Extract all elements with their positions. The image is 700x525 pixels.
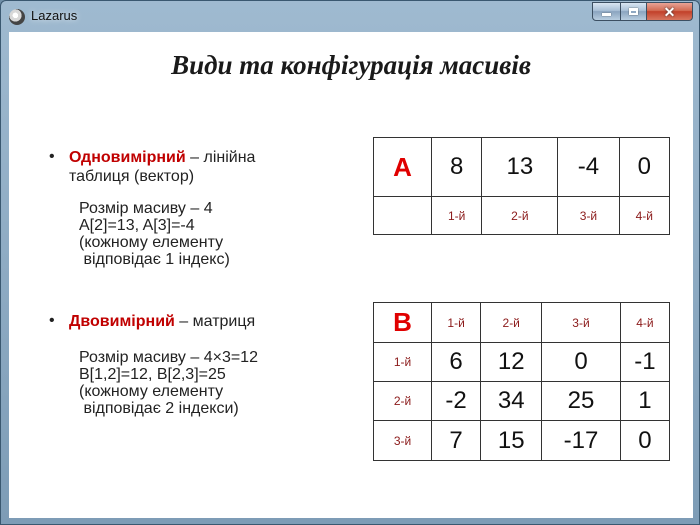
window-title: Lazarus [31,8,78,23]
array-b-cell-3-1: 7 [432,421,481,461]
array-b-row-label-3: 3-й [374,421,432,461]
array-a-value-2: 13 [482,138,558,197]
bullet-dot-icon: • [49,148,55,165]
array-a-index-3: 3-й [558,197,619,235]
title-bar[interactable] [1,1,699,32]
array-a-index-1: 1-й [432,197,482,235]
one-dim-detail-4: відповідає 1 індекс) [79,251,230,268]
array-b-cell-3-3: -17 [542,421,621,461]
one-dim-detail-1: Розмір масиву – 4 [79,200,213,217]
array-b-cell-2-2: 34 [481,382,542,421]
array-a-value-3: -4 [558,138,619,197]
array-b-cell-1-1: 6 [432,343,481,382]
array-a-value-1: 8 [432,138,482,197]
array-b-cell-2-3: 25 [542,382,621,421]
one-dim-detail-2: A[2]=13, A[3]=-4 [79,217,195,234]
array-b-name: B [374,303,432,343]
array-b-table [373,302,670,461]
array-a-value-4: 0 [619,138,669,197]
array-b-cell-3-2: 15 [481,421,542,461]
two-dim-rest: – матриця [174,313,256,330]
lazarus-paw-icon[interactable] [9,9,25,25]
array-b-cell-2-1: -2 [432,382,481,421]
array-b-cell-2-4: 1 [620,382,669,421]
term-two-dim: Двовимірний [69,313,175,330]
bullet-two-dim [49,312,256,331]
array-a-name: A [374,138,432,197]
maximize-button[interactable] [621,2,647,21]
two-dim-detail-4: відповідає 2 індекси) [79,400,239,417]
two-dim-detail-2: B[1,2]=12, B[2,3]=25 [79,366,226,383]
array-b-cell-1-4: -1 [620,343,669,382]
one-dim-details [79,200,230,268]
two-dim-detail-3: (кожному елементу [79,383,224,400]
one-dim-rest: – лінійна [185,149,256,166]
two-dim-details [79,349,258,417]
array-b-col-header-4: 4-й [620,303,669,343]
array-b-col-header-1: 1-й [432,303,481,343]
maximize-icon [629,8,638,15]
array-a-empty-cell [374,197,432,235]
close-icon: ✕ [663,3,676,20]
array-b-cell-1-2: 12 [481,343,542,382]
minimize-button[interactable] [592,2,621,21]
array-a-index-4: 4-й [619,197,669,235]
array-a-index-2: 2-й [482,197,558,235]
array-b-cell-3-4: 0 [620,421,669,461]
array-b-col-header-2: 2-й [481,303,542,343]
term-one-dim: Одновимірний [69,149,186,166]
array-a-table [373,137,670,235]
one-dim-line2: таблиця (вектор) [69,168,195,185]
slide-title: Види та конфігурація масивів [171,50,531,80]
array-b-row-label-1: 1-й [374,343,432,382]
minimize-icon [602,13,611,16]
bullet-one-dim [49,148,256,186]
array-b-row-label-2: 2-й [374,382,432,421]
one-dim-detail-3: (кожному елементу [79,234,224,251]
two-dim-detail-1: Розмір масиву – 4×3=12 [79,349,258,366]
array-b-cell-1-3: 0 [542,343,621,382]
bullet-dot-icon: • [49,312,55,329]
array-b-col-header-3: 3-й [542,303,621,343]
client-area [9,32,693,518]
caption-buttons [592,2,693,21]
close-button[interactable] [647,2,693,21]
